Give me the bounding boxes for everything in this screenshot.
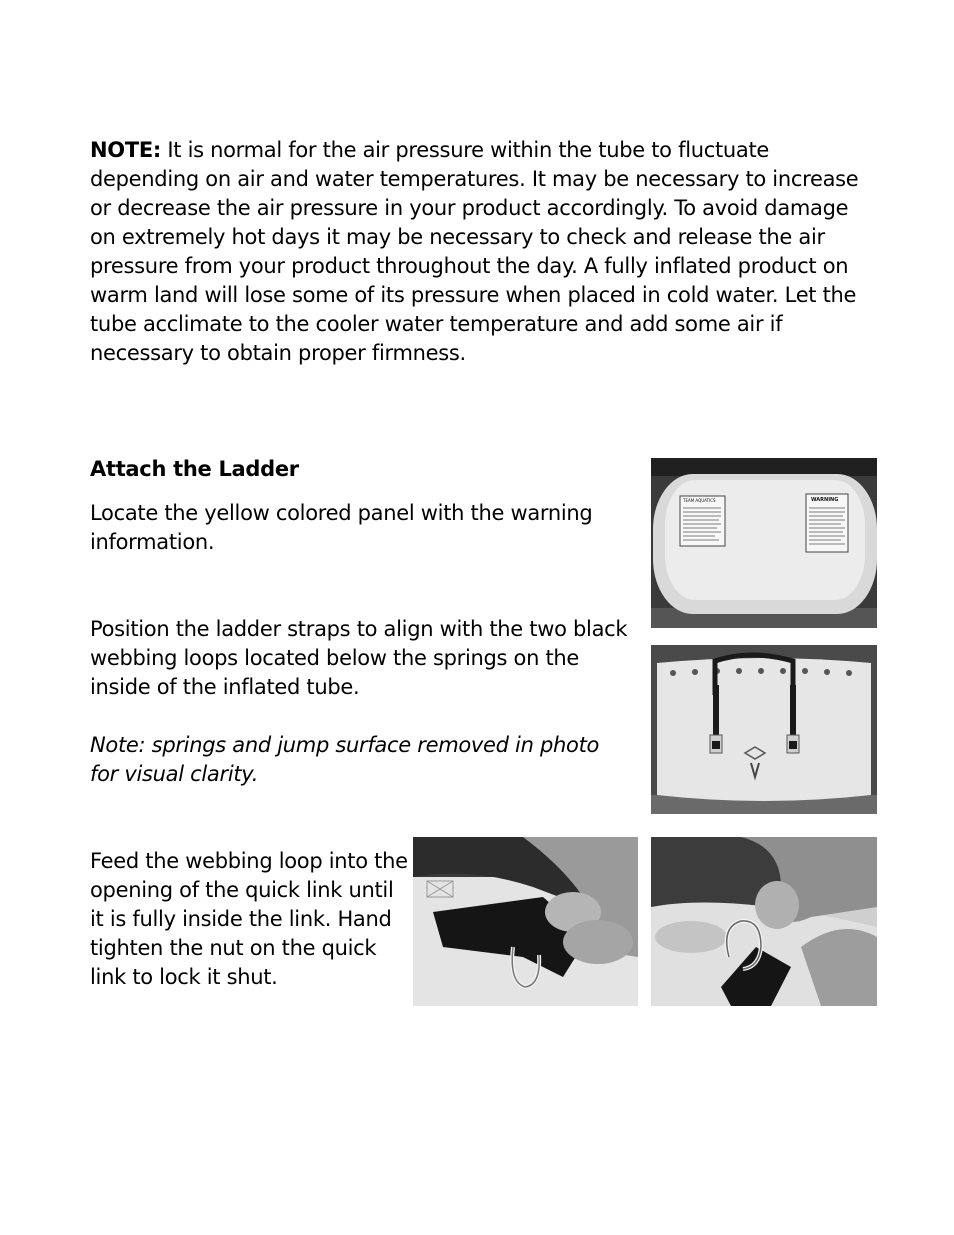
note-paragraph — [90, 136, 870, 368]
feed-webbing-photo — [413, 837, 638, 1006]
tighten-link-photo — [651, 837, 877, 1006]
visual-clarity-note — [90, 731, 630, 789]
step-locate-panel: Locate the yellow colored panel with the warning information. — [90, 501, 593, 554]
section-heading: Attach the Ladder — [90, 457, 299, 481]
note-label: NOTE: — [90, 138, 161, 162]
tube-left-label: TEAM AQUATICS — [683, 498, 716, 503]
warning-panel-photo — [651, 458, 877, 628]
visual-clarity-note-text: springs and jump surface removed in photo for visual clarity. — [90, 733, 600, 786]
tube-right-label: WARNING — [811, 497, 839, 503]
webbing-loops-photo — [651, 645, 877, 814]
note-text: It is normal for the air pressure within the tube to fluctuate depending on air and water temperatures. It may be necessary to increase or decrease the air pressure in your product accordingly. To avoid damage on extremely hot days it may be necessary to check and release the air pressure from your product throughout the day. A fully inflated product on warm land will lose some of its pressure when placed in cold water. Let the tube acclimate to the cooler water temperature and add some air if necessary to obtain proper firmness. — [90, 138, 859, 365]
webbing-loops-image — [651, 645, 877, 814]
step-feed-webbing: Feed the webbing loop into the opening of the quick link until it is fully inside the link. Hand tighten the nut on the quick link to lock it shut. — [90, 849, 408, 989]
step-position-straps: Position the ladder straps to align with the two black webbing loops located below the springs on the inside of the inflated tube. — [90, 617, 628, 699]
feed-webbing-image — [413, 837, 638, 1006]
tighten-link-image — [651, 837, 877, 1006]
warning-panel-image — [651, 458, 877, 628]
visual-clarity-note-label: Note: — [90, 733, 146, 757]
